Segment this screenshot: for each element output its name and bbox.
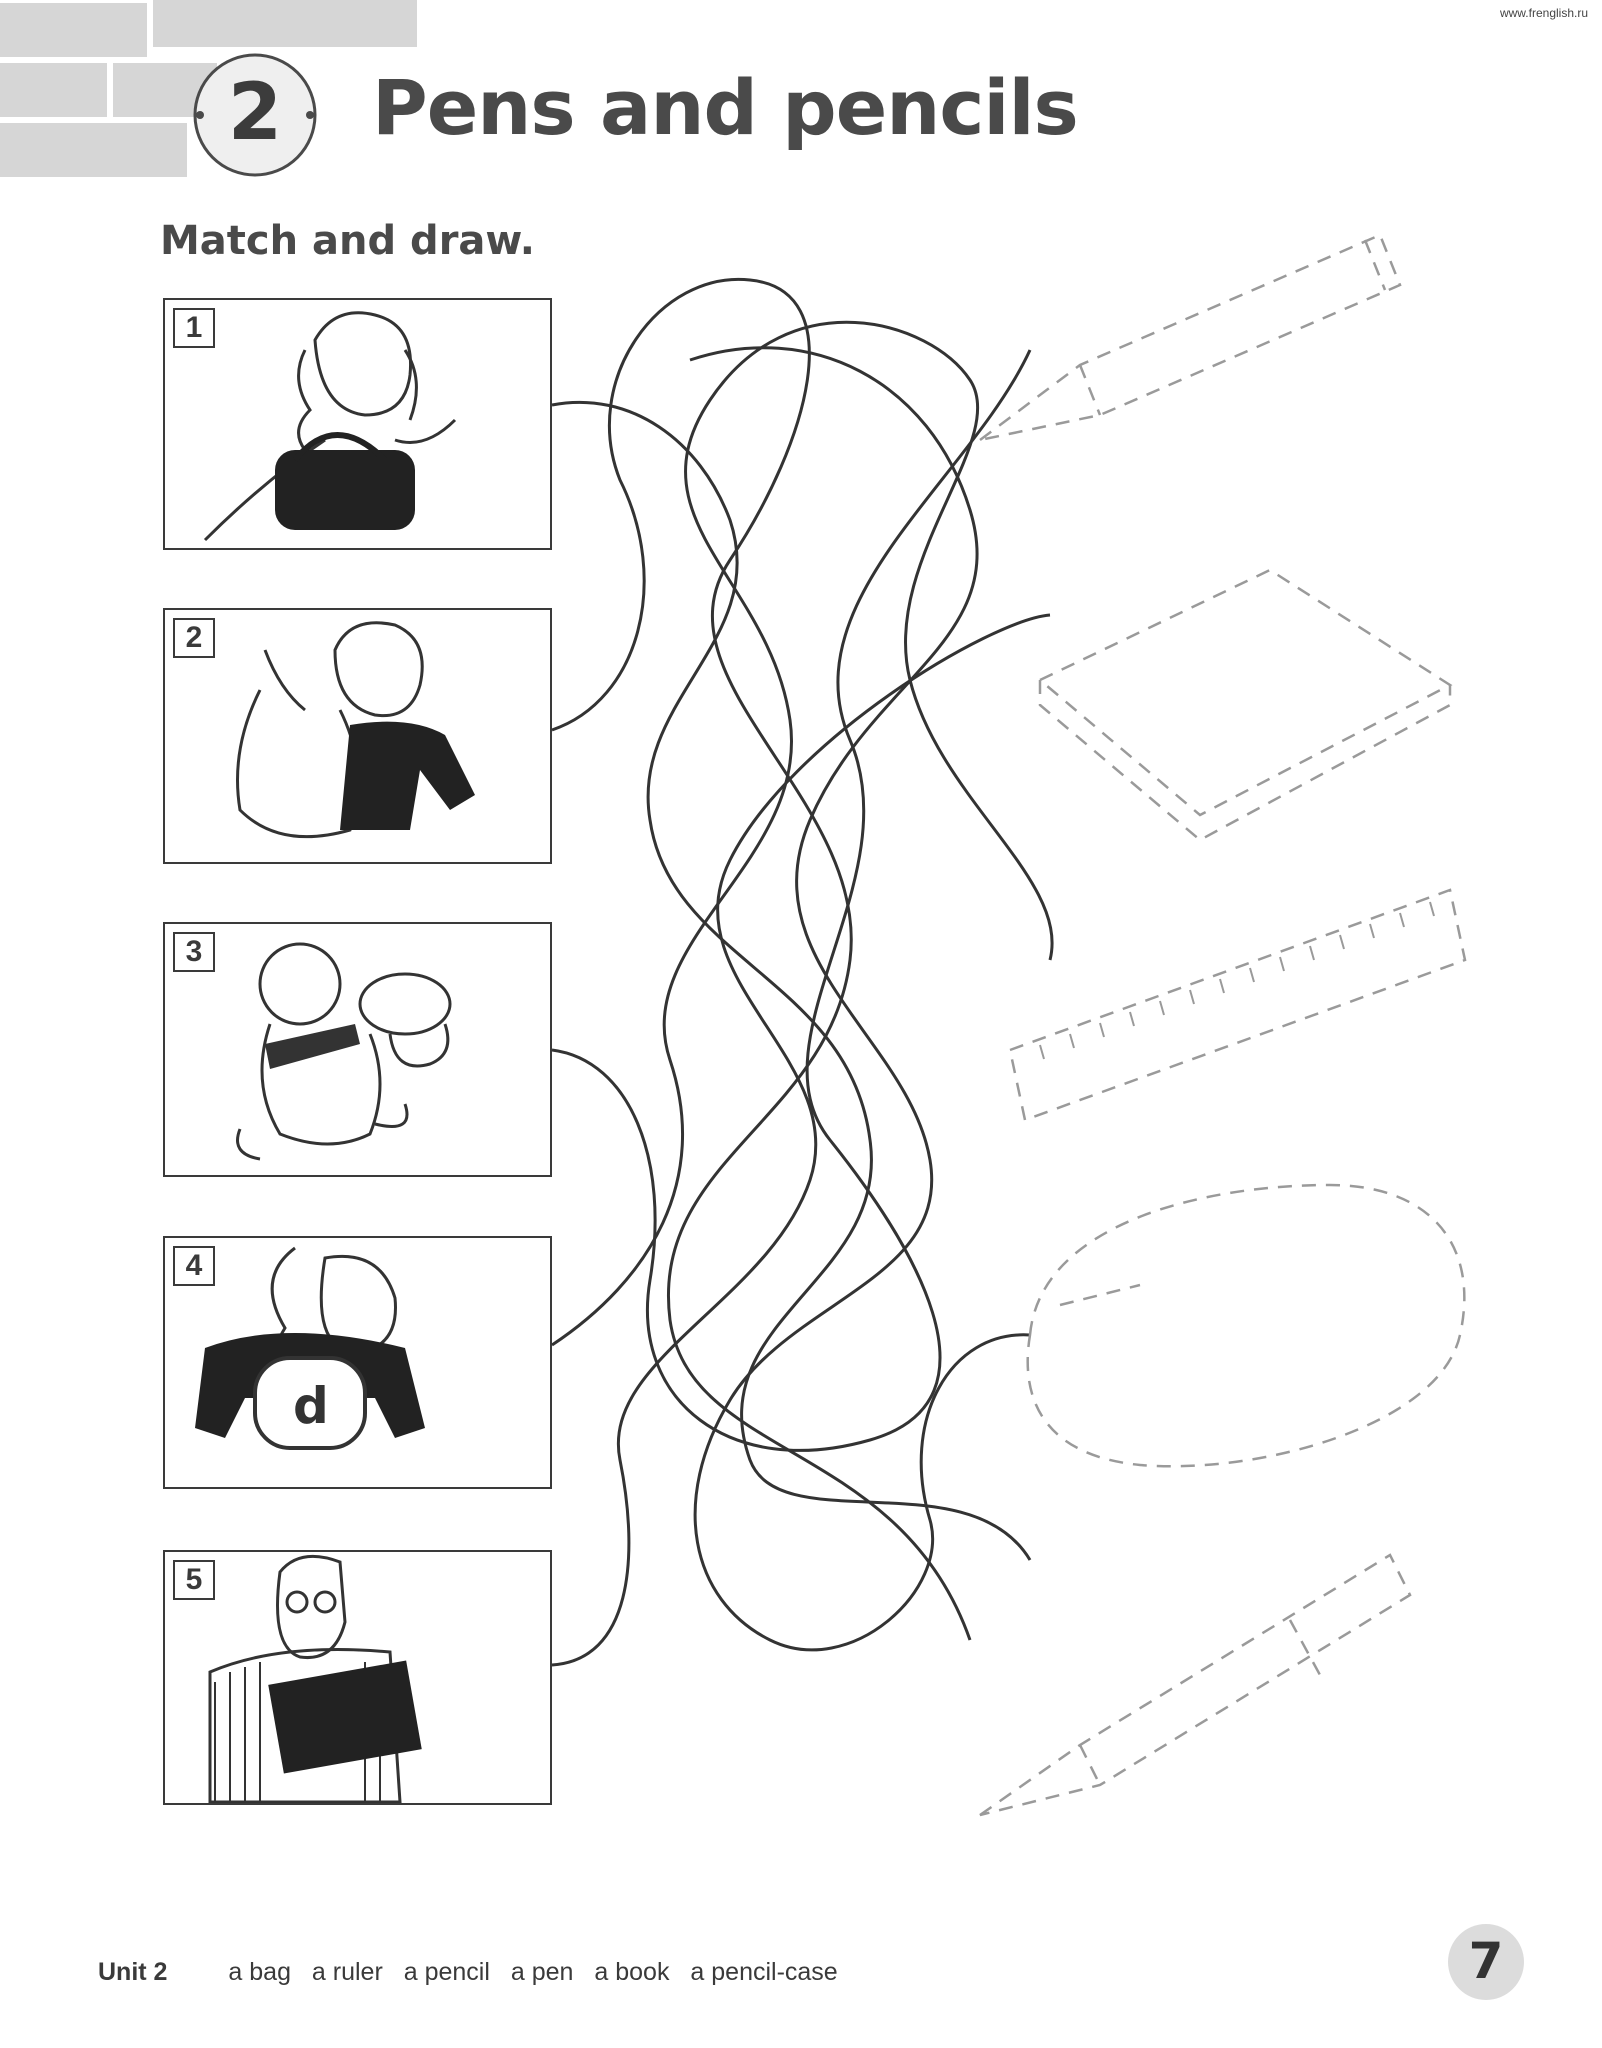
vocab-item: a pencil-case	[690, 1958, 838, 1986]
unit-number: 2	[227, 68, 283, 158]
footer-bar	[98, 1958, 852, 1987]
page-number-badge	[1446, 1922, 1526, 2002]
man-with-briefcase-illustration	[165, 1552, 550, 1803]
ruler-ticks-decoration	[1040, 902, 1434, 1059]
ruler-outline	[1010, 890, 1465, 1120]
panel-number: 5	[173, 1560, 215, 1600]
picture-panel-4[interactable]	[163, 1236, 552, 1489]
pen-outline	[980, 1555, 1410, 1815]
baby-with-pencil-case-illustration	[165, 924, 550, 1175]
pencil-outline	[980, 235, 1400, 440]
book-outline	[1040, 570, 1450, 840]
panel-number: 3	[173, 932, 215, 972]
vocab-item: a book	[594, 1958, 670, 1986]
footer-unit-label: Unit 2	[98, 1958, 168, 1986]
unit-badge	[190, 50, 320, 180]
traceable-objects	[960, 225, 1480, 1845]
site-watermark: www.frenglish.ru	[1499, 6, 1588, 20]
page-title: Pens and pencils	[372, 63, 1078, 152]
maze-line	[552, 279, 970, 1640]
vocab-item: a pen	[510, 1958, 574, 1986]
vocab-item: a ruler	[311, 1958, 383, 1986]
exercise-instruction: Match and draw.	[160, 218, 535, 264]
girl-hugging-bag-illustration	[165, 1238, 550, 1487]
svg-text:d: d	[293, 1377, 329, 1435]
page-number: 7	[1468, 1932, 1504, 1990]
vocab-item: a pencil	[403, 1958, 490, 1986]
vocab-item: a bag	[228, 1958, 291, 1986]
vocabulary-list	[228, 1958, 851, 1986]
panel-number: 4	[173, 1246, 215, 1286]
boy-with-backpack-illustration	[165, 610, 550, 862]
maze-line	[552, 402, 1030, 1560]
pencil-case-outline	[1028, 1185, 1465, 1466]
panel-number: 2	[173, 618, 215, 658]
picture-panel-1[interactable]	[163, 298, 552, 550]
panel-number: 1	[173, 308, 215, 348]
picture-panel-5[interactable]	[163, 1550, 552, 1805]
picture-panel-2[interactable]	[163, 608, 552, 864]
picture-panel-3[interactable]	[163, 922, 552, 1177]
girl-with-bag-illustration	[165, 300, 550, 548]
